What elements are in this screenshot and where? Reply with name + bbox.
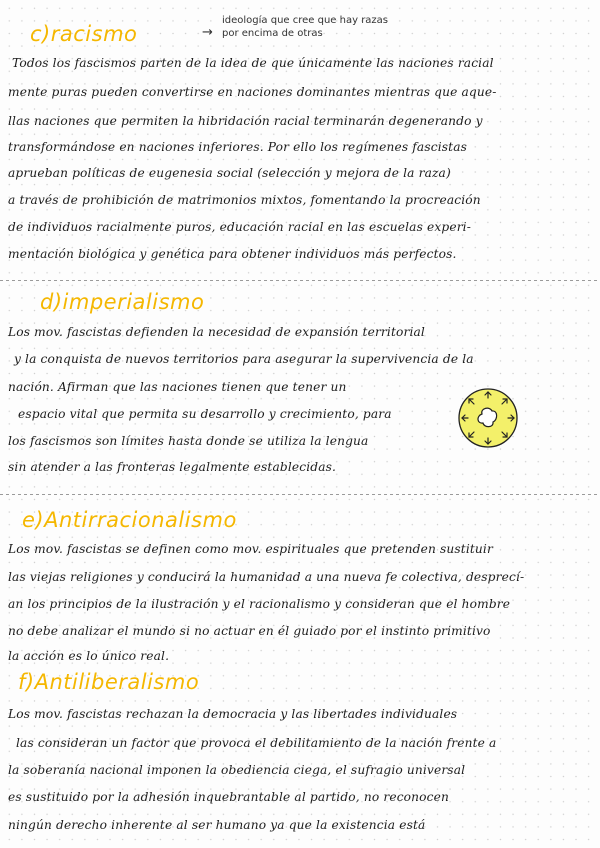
text-line: sin atender a las fronteras legalmente establecidas. [8,460,337,474]
text-line: Los mov. fascistas defienden la necesidad de expansión territorial [8,325,425,339]
text-line: no debe analizar el mundo si no actuar en él guiado por el instinto primitivo [8,624,491,638]
text-line: de individuos racialmente puros, educación racial en las escuelas experi- [8,220,471,234]
text-line: mente puras pueden convertirse en naciones dominantes mientras que aque- [8,85,497,99]
text-line: Los mov. fascistas rechazan la democracia y las libertades individuales [8,707,458,721]
text-line: an los principios de la ilustración y el racionalismo y consideran que el hombre [8,597,511,611]
expansion-diagram-icon [456,386,520,450]
text-line: espacio vital que permita su desarrollo y crecimiento, para [18,407,392,421]
separator [0,280,600,281]
text-line: llas naciones que permiten la hibridación racial terminarán degenerando y [8,114,483,128]
heading-antiracionalismo: e)Antirracionalismo [22,508,237,532]
text-line: las consideran un factor que provoca el debilitamiento de la nación frente a [16,736,497,750]
heading-imperialismo: d)imperialismo [40,290,205,314]
text-line: la soberanía nacional imponen la obediencia ciega, el sufragio universal [8,763,466,777]
side-note [202,14,389,40]
separator [0,494,600,495]
text-line: la acción es lo único real. [8,649,170,663]
arrow-icon: → [202,25,213,40]
text-line: ningún derecho inherente al ser humano ya que la existencia está [8,818,426,832]
text-line: a través de prohibición de matrimonios mixtos, fomentando la procreación [8,193,481,207]
text-line: Todos los fascismos parten de la idea de que únicamente las naciones racial [12,56,494,70]
heading-racismo: c)racismo [30,22,138,46]
heading-antiliberalismo: f)Antiliberalismo [18,670,200,694]
text-line: aprueban políticas de eugenesia social (selección y mejora de la raza) [8,166,451,180]
text-line: mentación biológica y genética para obtener individuos más perfectos. [8,247,457,261]
text-line: transformándose en naciones inferiores. Por ello los regímenes fascistas [8,140,468,154]
text-line: las viejas religiones y conducirá la humanidad a una nueva fe colectiva, desprecí- [8,570,525,584]
text-line: es sustituido por la adhesión inquebrantable al partido, no reconocen [8,790,449,804]
side-note-line-1: ideología que cree que hay razas [222,15,389,26]
side-note-line-2: por encima de otras [222,28,323,39]
text-line: los fascismos son límites hasta donde se utiliza la lengua [8,434,369,448]
text-line: y la conquista de nuevos territorios para asegurar la supervivencia de la [14,352,474,366]
text-line: nación. Afirman que las naciones tienen que tener un [8,380,347,394]
text-line: Los mov. fascistas se definen como mov. espirituales que pretenden sustituir [8,542,493,556]
